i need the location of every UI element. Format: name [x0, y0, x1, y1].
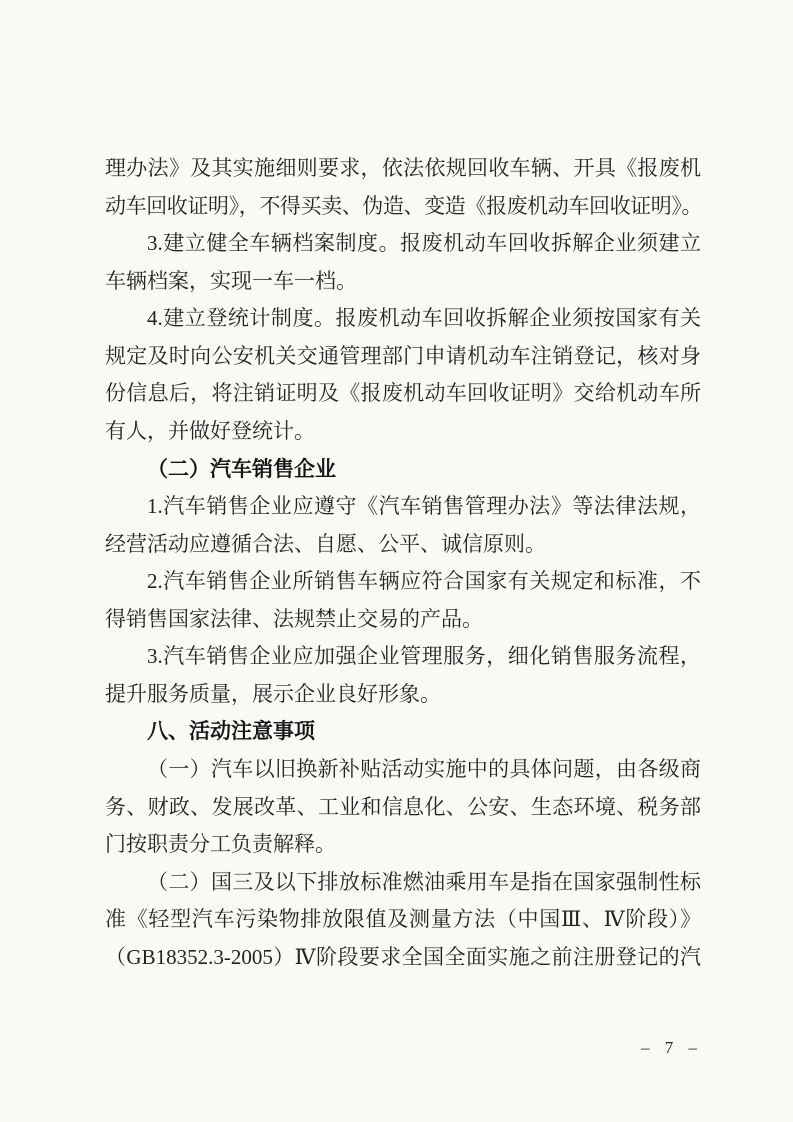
- text-line: 3.建立健全车辆档案制度。报废机动车回收拆解企业须建立: [147, 231, 701, 256]
- text-line: 3.汽车销售企业应加强企业管理服务，细化销售服务流程，: [147, 644, 701, 669]
- text-line: 有人，并做好登统计。: [105, 418, 315, 443]
- text-line: （一）汽车以旧换新补贴活动实施中的具体问题，由各级商: [147, 757, 701, 781]
- text-line: 务、财政、发展改革、工业和信息化、公安、生态环境、税务部: [105, 794, 701, 819]
- text-line: 份信息后，将注销证明及《报废机动车回收证明》交给机动车所: [105, 381, 701, 406]
- page-number: – 7 –: [641, 1038, 701, 1057]
- text-line: 1.汽车销售企业应遵守《汽车销售管理办法》等法律法规，: [147, 494, 701, 519]
- text-line: 理办法》及其实施细则要求，依法依规回收车辆、开具《报废机: [105, 156, 701, 180]
- text-line: 2.汽车销售企业所销售车辆应符合国家有关规定和标准，不: [147, 569, 701, 594]
- section-heading-activity-notes: 八、活动注意事项: [147, 720, 315, 744]
- text-line: 准《轻型汽车污染物排放限值及测量方法（中国Ⅲ、Ⅳ阶段）》: [105, 907, 701, 932]
- text-line: 门按职责分工负责解释。: [105, 832, 336, 857]
- text-line: 车辆档案，实现一车一档。: [105, 268, 357, 293]
- text-line: 规定及时向公安机关交通管理部门申请机动车注销登记，核对身: [105, 343, 701, 368]
- text-line: 得销售国家法律、法规禁止交易的产品。: [105, 606, 483, 631]
- text-line: 经营活动应遵循合法、自愿、公平、诚信原则。: [105, 531, 546, 556]
- text-line: 动车回收证明》，不得买卖、伪造、变造《报废机动车回收证明》。: [105, 193, 701, 218]
- section-heading-auto-sales: （二）汽车销售企业: [147, 457, 336, 481]
- text-line: 提升服务质量，展示企业良好形象。: [105, 681, 441, 706]
- document-body: [105, 150, 701, 976]
- text-line: （二）国三及以下排放标准燃油乘用车是指在国家强制性标: [147, 869, 701, 894]
- text-line: 4.建立登统计制度。报废机动车回收拆解企业须按国家有关: [147, 306, 701, 331]
- text-line: （GB18352.3-2005）Ⅳ阶段要求全国全面实施之前注册登记的汽: [105, 944, 701, 969]
